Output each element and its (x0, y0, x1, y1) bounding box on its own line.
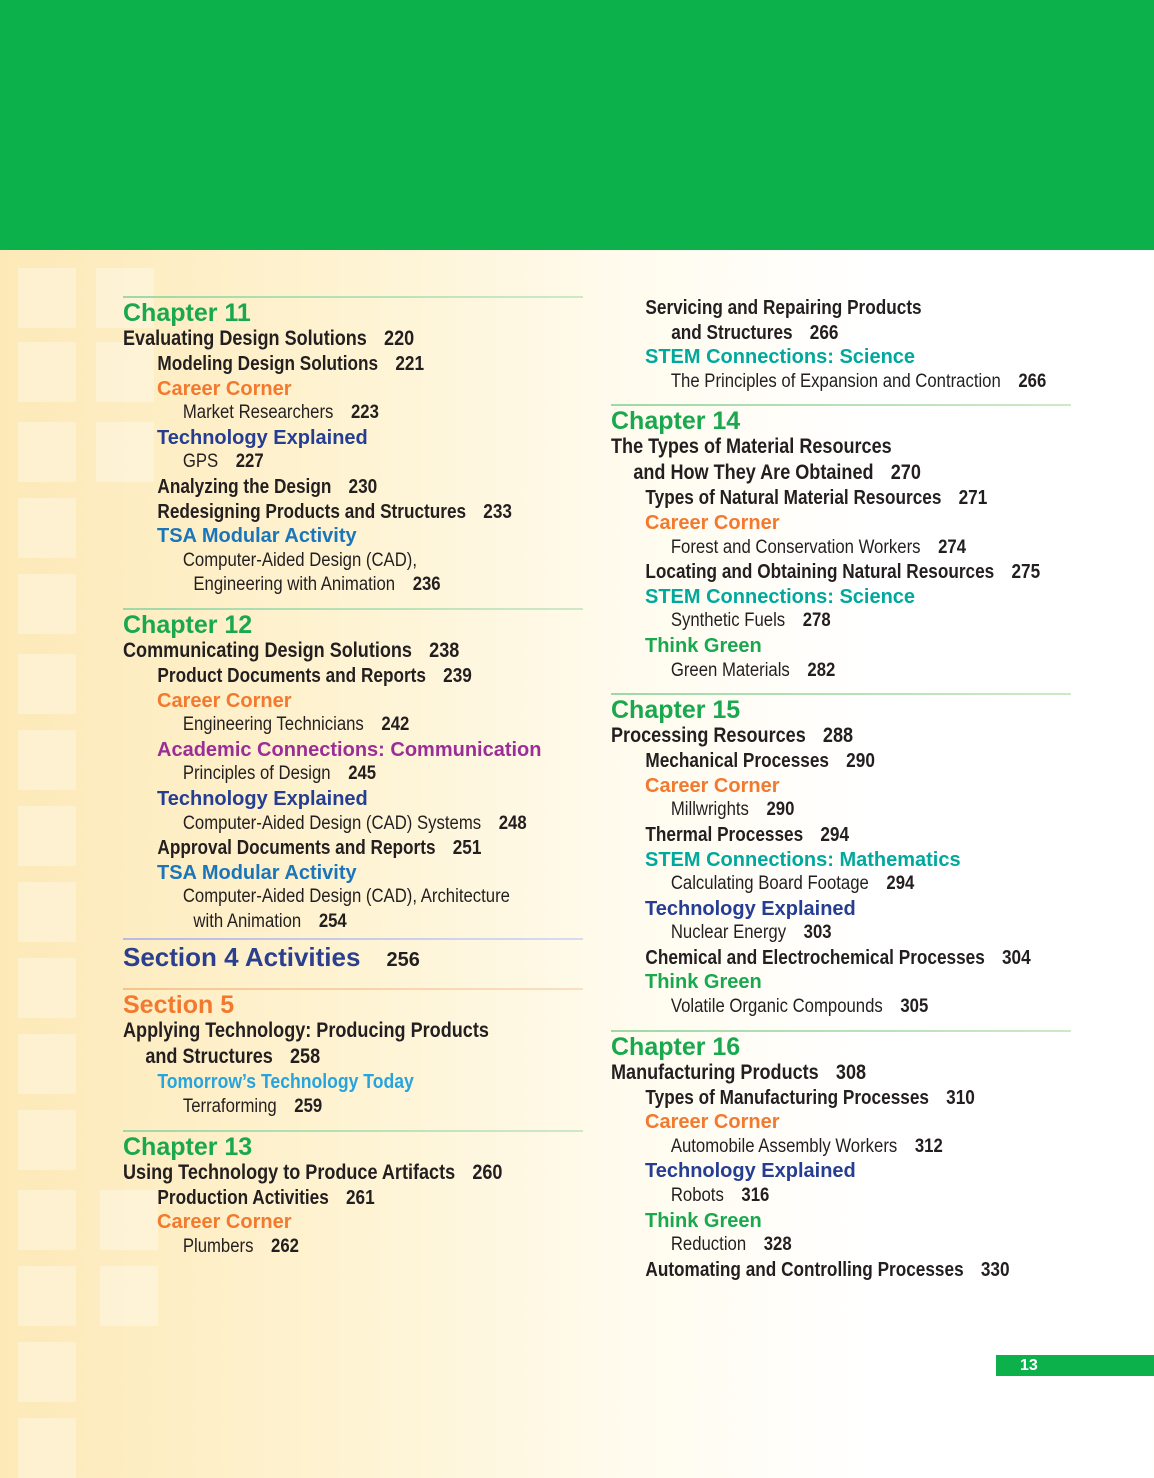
feature-entry[interactable]: Reduction 328 (670, 1234, 792, 1256)
chapter-divider (123, 296, 583, 298)
feature-entry[interactable]: Volatile Organic Compounds 305 (670, 996, 929, 1018)
feature-label: Think Green (645, 634, 762, 657)
feature-entry[interactable]: Terraforming 259 (182, 1096, 323, 1118)
feature-label: Career Corner (157, 1211, 292, 1234)
feature-label: TSA Modular Activity (157, 861, 357, 884)
section-title[interactable]: Applying Technology: Producing Products (123, 1019, 489, 1043)
section-divider (123, 938, 583, 940)
feature-label: Think Green (645, 1209, 762, 1232)
chapter-title[interactable]: Processing Resources 288 (611, 724, 854, 748)
chapter-title[interactable]: Communicating Design Solutions 238 (123, 638, 460, 662)
chapter-heading: Chapter 13 (123, 1132, 253, 1161)
feature-entry[interactable]: Computer-Aided Design (CAD) Systems 248 (182, 812, 527, 834)
feature-entry[interactable]: Computer-Aided Design (CAD), (182, 549, 418, 571)
feature-label: Think Green (645, 971, 762, 994)
feature-entry[interactable]: GPS 227 (182, 451, 264, 473)
toc-entry[interactable]: Chemical and Electrochemical Processes 304 (645, 946, 1031, 969)
toc-entry[interactable]: Mechanical Processes 290 (645, 750, 875, 773)
toc-entry[interactable]: Product Documents and Reports 239 (157, 664, 472, 687)
chapter-heading: Chapter 12 (123, 610, 253, 639)
feature-label: Technology Explained (645, 897, 856, 920)
feature-entry[interactable]: Forest and Conservation Workers 274 (670, 536, 967, 558)
feature-entry[interactable]: Automobile Assembly Workers 312 (670, 1135, 943, 1157)
feature-label: TSA Modular Activity (157, 525, 357, 548)
toc-entry[interactable]: Locating and Obtaining Natural Resources 275 (645, 561, 1041, 584)
header-band (0, 0, 1154, 250)
feature-entry[interactable]: Robots 316 (670, 1185, 770, 1207)
feature-label: Career Corner (157, 377, 292, 400)
feature-entry[interactable]: Plumbers 262 (182, 1235, 299, 1257)
chapter-heading: Chapter 11 (123, 299, 251, 327)
chapter-divider (123, 608, 583, 610)
chapter-title-continued[interactable]: and How They Are Obtained 270 (633, 461, 921, 485)
toc-entry[interactable]: Automating and Controlling Processes 330 (645, 1258, 1010, 1281)
toc-entry[interactable]: Servicing and Repairing Products (645, 297, 922, 319)
feature-label: Tomorrow’s Technology Today (157, 1071, 414, 1094)
toc-entry[interactable]: Approval Documents and Reports 251 (157, 837, 482, 860)
feature-entry-continued[interactable]: Engineering with Animation 236 (193, 574, 441, 596)
feature-label: Career Corner (157, 689, 292, 712)
toc-left-column (123, 296, 583, 1259)
feature-entry[interactable]: Synthetic Fuels 278 (670, 610, 831, 632)
chapter-title[interactable]: Manufacturing Products 308 (611, 1060, 867, 1084)
toc-entry[interactable]: Modeling Design Solutions 221 (157, 353, 425, 375)
feature-label: STEM Connections: Science (645, 585, 916, 608)
feature-entry[interactable]: Nuclear Energy 303 (670, 922, 832, 944)
chapter-divider (611, 404, 1071, 406)
toc-entry[interactable]: Production Activities 261 (157, 1186, 375, 1209)
feature-label: STEM Connections: Mathematics (645, 848, 961, 871)
feature-label: Career Corner (645, 1111, 780, 1134)
toc-entry[interactable]: Types of Natural Material Resources 271 (645, 487, 988, 510)
chapter-divider (611, 1030, 1071, 1032)
feature-entry[interactable]: Computer-Aided Design (CAD), Architecture (182, 886, 510, 908)
chapter-title[interactable]: Using Technology to Produce Artifacts 260 (123, 1160, 503, 1184)
chapter-heading: Chapter 15 (611, 696, 741, 725)
section-heading: Section 5 (123, 991, 235, 1020)
feature-entry[interactable]: Green Materials 282 (670, 659, 836, 681)
section-title-continued[interactable]: and Structures 258 (145, 1045, 321, 1069)
chapter-heading: Chapter 16 (611, 1032, 741, 1061)
feature-label: STEM Connections: Science (645, 346, 916, 369)
feature-label: Technology Explained (157, 787, 368, 810)
chapter-title[interactable]: The Types of Material Resources (611, 435, 892, 459)
feature-entry[interactable]: Market Researchers 223 (182, 402, 379, 424)
feature-label: Technology Explained (157, 426, 368, 449)
feature-entry[interactable]: Calculating Board Footage 294 (670, 873, 915, 895)
feature-entry[interactable]: Millwrights 290 (670, 799, 795, 821)
feature-label: Academic Connections: Communication (157, 738, 542, 761)
feature-label: Career Corner (645, 511, 780, 534)
toc-entry[interactable]: Redesigning Products and Structures 233 (157, 500, 513, 523)
toc-entry-continued[interactable]: and Structures 266 (671, 321, 839, 344)
section-divider (123, 988, 583, 990)
page-number-badge (996, 1355, 1154, 1376)
feature-label: Technology Explained (645, 1160, 856, 1183)
toc-right-column (611, 296, 1071, 1282)
chapter-divider (611, 693, 1071, 695)
feature-entry-continued[interactable]: with Animation 254 (193, 910, 347, 932)
chapter-heading: Chapter 14 (611, 407, 741, 436)
section-activities[interactable]: Section 4 Activities 256 (123, 942, 420, 973)
feature-label: Career Corner (645, 774, 780, 797)
toc-entry[interactable]: Types of Manufacturing Processes 310 (645, 1086, 975, 1109)
feature-entry[interactable]: Principles of Design 245 (182, 763, 377, 785)
page-number: 13 (1020, 1357, 1038, 1374)
chapter-title[interactable]: Evaluating Design Solutions 220 (123, 327, 415, 350)
toc-entry[interactable]: Thermal Processes 294 (645, 823, 850, 846)
chapter-divider (123, 1130, 583, 1132)
feature-entry[interactable]: The Principles of Expansion and Contraction 266 (670, 370, 1047, 392)
feature-entry[interactable]: Engineering Technicians 242 (182, 714, 410, 736)
toc-entry[interactable]: Analyzing the Design 230 (157, 475, 378, 498)
